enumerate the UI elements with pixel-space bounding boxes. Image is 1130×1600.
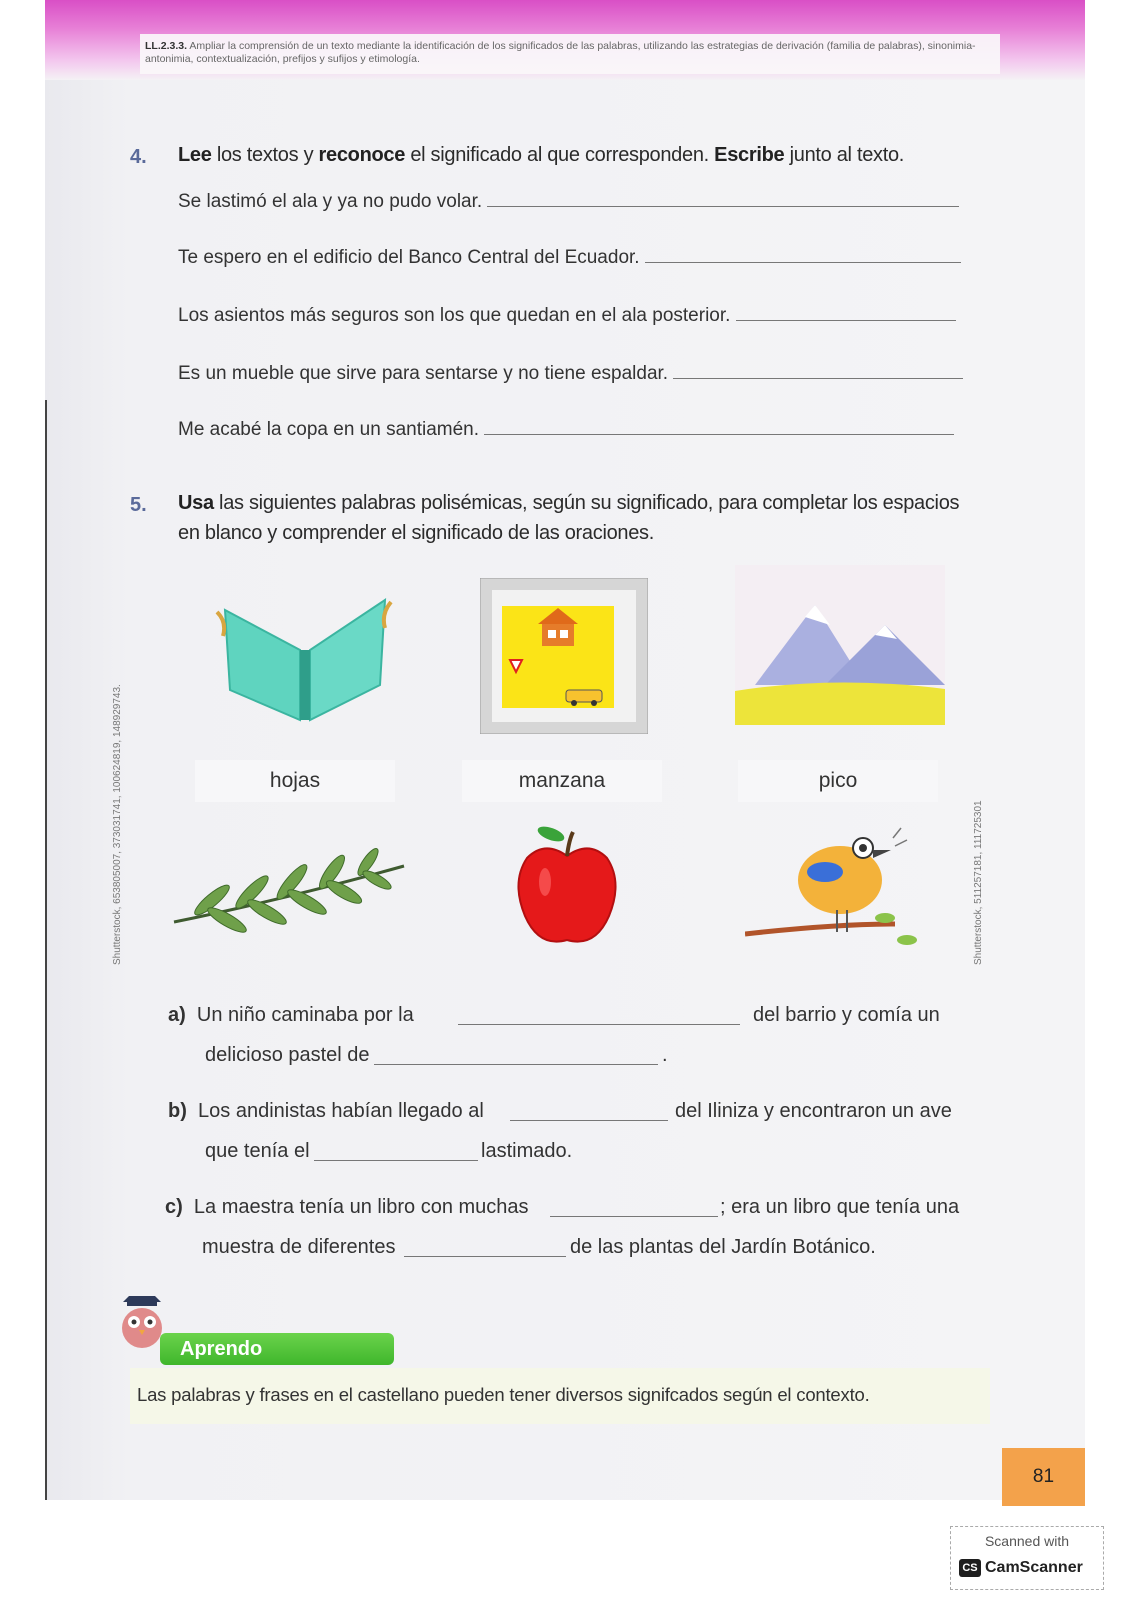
exercise-4-instruction: Lee los textos y reconoce el significado al que corresponden. Escribe junto al texto. [178, 144, 905, 166]
exercise-5-instruction-cont: en blanco y comprender el significado de las oraciones. [178, 522, 655, 544]
answer-blank[interactable] [374, 1048, 658, 1065]
camscanner-logo-icon: CS [959, 1559, 981, 1577]
answer-blank[interactable] [550, 1200, 718, 1217]
answer-blank[interactable] [484, 418, 954, 435]
learning-standard: LL.2.3.3. Ampliar la comprensión de un texto mediante la identificación de los significados de las palabras, utilizando las estrategias de derivación (familia de palabras), sinonimia-antonimia, contextualización, prefijos y sufijos y etimología. [145, 40, 976, 65]
sentence-b-end: lastimado. [481, 1140, 573, 1162]
word-label-hojas: hojas [195, 760, 395, 802]
bird-icon [745, 820, 925, 955]
page-background [45, 0, 1085, 1500]
mountain-peak-icon [735, 565, 945, 725]
camscanner-watermark [950, 1526, 1104, 1590]
sentence-a-line1: a) Un niño caminaba por la [168, 1004, 414, 1026]
answer-blank[interactable] [736, 304, 956, 321]
exercise-4-item: Me acabé la copa en un santiamén. [178, 418, 954, 441]
answer-blank[interactable] [314, 1144, 478, 1161]
aprendo-title: Aprendo [160, 1333, 394, 1365]
exercise-5-instruction: Usa las siguientes palabras polisémicas, según su significado, para completar los espacios [178, 492, 960, 514]
exercise-5-number: 5. [130, 494, 147, 516]
city-map-icon [480, 578, 648, 734]
word-label-pico: pico [738, 760, 938, 802]
word-label-manzana: manzana [462, 760, 662, 802]
exercise-4-item: Los asientos más seguros son los que quedan en el ala posterior. [178, 304, 956, 327]
open-book-icon [215, 590, 395, 730]
page-number: 81 [1002, 1448, 1085, 1506]
answer-blank[interactable] [404, 1240, 566, 1257]
exercise-4-item: Es un mueble que sirve para sentarse y no tiene espaldar. [178, 362, 963, 385]
image-credit-right: Shutterstock, 511257181, 111725301 [973, 800, 984, 965]
sentence-a-line2: delicioso pastel de [205, 1044, 370, 1066]
sentence-c-end: de las plantas del Jardín Botánico. [570, 1236, 876, 1258]
page-edge-line [45, 400, 47, 1500]
watermark-line1: Scanned with [984, 1533, 1070, 1549]
image-credit-left: Shutterstock, 653805007, 373031741, 100624819, 148929743. [112, 684, 123, 965]
answer-blank[interactable] [673, 362, 963, 379]
sentence-b-line2: que tenía el [205, 1140, 310, 1162]
exercise-4-number: 4. [130, 146, 147, 168]
apple-icon [515, 822, 620, 952]
aprendo-text: Las palabras y frases en el castellano pueden tener diversos signifcados según el contexto. [137, 1384, 870, 1405]
watermark-brand: CS CamScanner [959, 1559, 1083, 1577]
fern-leaf-icon [172, 840, 407, 940]
exercise-4-item: Te espero en el edificio del Banco Central del Ecuador. [178, 246, 961, 269]
sentence-a-line1-end: del barrio y comía un [753, 1004, 940, 1026]
sentence-c-line1: c) La maestra tenía un libro con muchas [165, 1196, 529, 1218]
sentence-a-end: . [662, 1044, 668, 1066]
answer-blank[interactable] [487, 190, 959, 207]
exercise-4-item: Se lastimó el ala y ya no pudo volar. [178, 190, 959, 213]
sentence-c-line1-end: ; era un libro que tenía una [720, 1196, 960, 1218]
sentence-b-line1-end: del Iliniza y encontraron un ave [675, 1100, 952, 1122]
answer-blank[interactable] [458, 1008, 740, 1025]
sentence-c-line2: muestra de diferentes [202, 1236, 396, 1258]
answer-blank[interactable] [645, 246, 961, 263]
answer-blank[interactable] [510, 1104, 668, 1121]
sentence-b-line1: b) Los andinistas habían llegado al [168, 1100, 484, 1122]
